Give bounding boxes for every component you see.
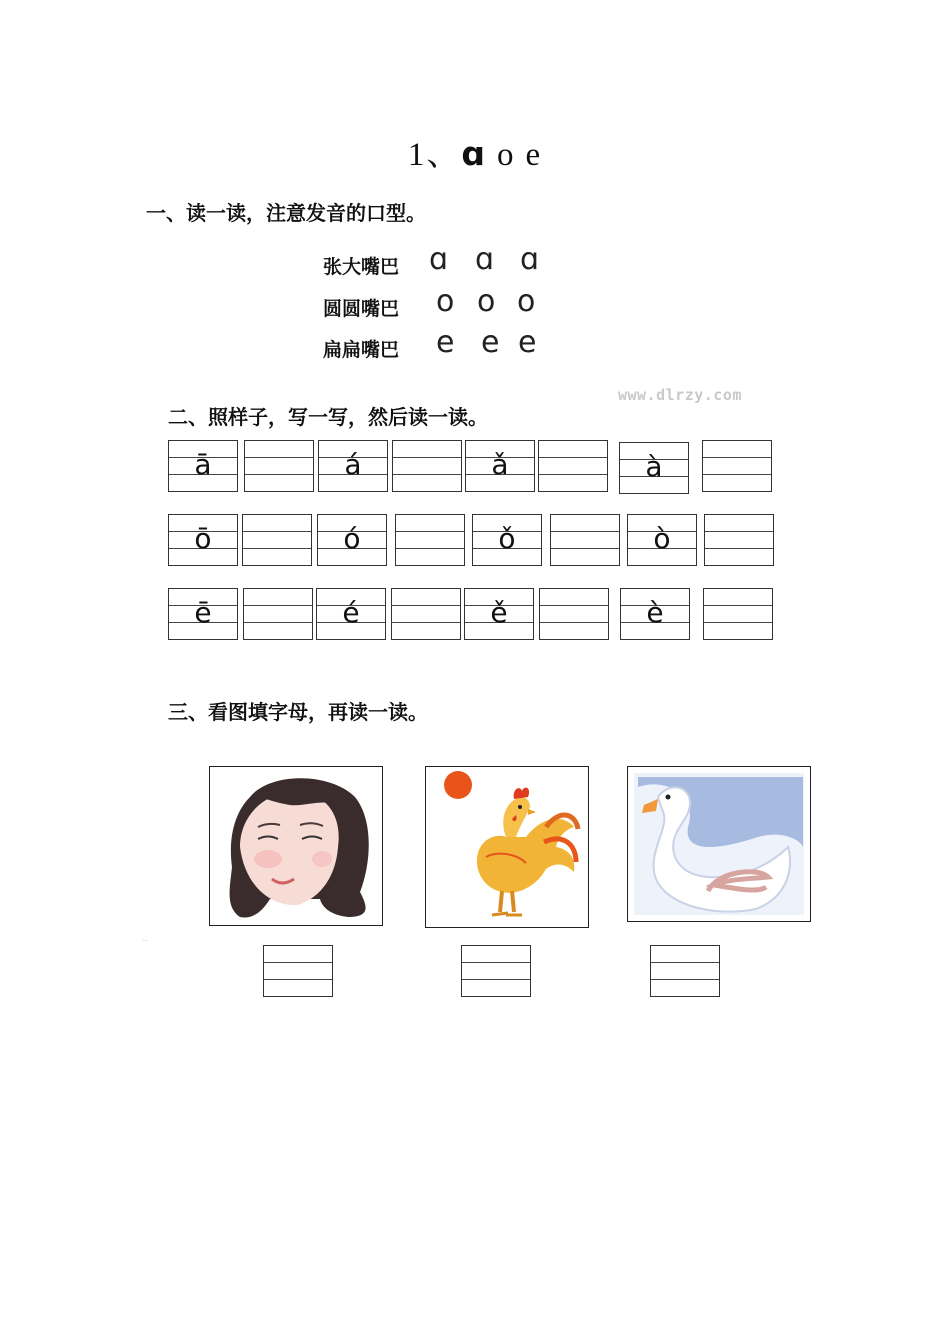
writing-cell[interactable] <box>242 514 312 566</box>
pinyin-glyph: ɑ <box>475 242 495 277</box>
writing-cell-sample <box>316 588 386 640</box>
answer-cell-goose[interactable] <box>650 945 720 997</box>
answer-cell-girl[interactable] <box>263 945 333 997</box>
writing-cell-sample <box>619 442 689 494</box>
writing-cell[interactable] <box>703 588 773 640</box>
sample-letter: è <box>646 596 664 629</box>
writing-cell[interactable] <box>538 440 608 492</box>
section-3-heading: 三、看图填字母，再读一读。 <box>168 700 428 724</box>
title-letter-e: e <box>525 137 543 173</box>
sample-letter: ǎ <box>491 448 509 481</box>
writing-cell[interactable] <box>704 514 774 566</box>
writing-cell-sample <box>464 588 534 640</box>
writing-cell[interactable] <box>702 440 772 492</box>
picture-frame-goose <box>627 766 811 922</box>
pinyin-glyph: ɑ <box>429 242 449 277</box>
watermark: www.dlrzy.com <box>618 386 742 404</box>
picture-frame-rooster <box>425 766 589 928</box>
writing-cell-sample <box>465 440 535 492</box>
pinyin-glyph: e <box>436 325 455 360</box>
rooster-icon <box>426 767 588 927</box>
read-row-label: 圆圆嘴巴 <box>323 298 400 320</box>
sample-letter: ē <box>194 596 212 629</box>
writing-cell-sample <box>472 514 542 566</box>
sample-letter: ě <box>490 596 508 629</box>
writing-cell[interactable] <box>243 588 313 640</box>
sample-letter: ó <box>343 522 361 555</box>
pinyin-glyph: o <box>436 284 455 319</box>
writing-cell[interactable] <box>539 588 609 640</box>
pinyin-glyph: ɑ <box>520 242 540 277</box>
sample-letter: ā <box>194 448 212 481</box>
pinyin-glyph: o <box>517 284 536 319</box>
writing-cell[interactable] <box>392 440 462 492</box>
writing-cell[interactable] <box>550 514 620 566</box>
picture-frame-girl <box>209 766 383 926</box>
writing-cell[interactable] <box>395 514 465 566</box>
sample-letter: ō <box>194 522 212 555</box>
sample-letter: ò <box>653 522 671 555</box>
section-1-heading: 一、读一读，注意发音的口型。 <box>146 201 426 225</box>
writing-cell-sample <box>318 440 388 492</box>
scan-mark: ····· <box>142 938 149 943</box>
sample-letter: ǒ <box>498 522 516 555</box>
girl-face-icon <box>210 767 382 925</box>
title-letter-a: ɑ <box>461 134 487 173</box>
writing-cell-sample <box>168 588 238 640</box>
goose-icon <box>628 767 810 921</box>
writing-cell-sample <box>317 514 387 566</box>
pinyin-glyph: e <box>518 325 537 360</box>
title-letter-o: o <box>496 137 516 173</box>
title-number: 1、 <box>407 137 462 173</box>
answer-cell-rooster[interactable] <box>461 945 531 997</box>
sample-letter: á <box>344 448 362 481</box>
pinyin-glyph: e <box>481 325 500 360</box>
writing-cell-sample <box>627 514 697 566</box>
writing-cell[interactable] <box>391 588 461 640</box>
pinyin-glyph: o <box>477 284 496 319</box>
writing-cell-sample <box>168 514 238 566</box>
writing-cell-sample <box>620 588 690 640</box>
section-2-heading: 二、照样子，写一写，然后读一读。 <box>168 405 488 429</box>
read-row-label: 扁扁嘴巴 <box>323 339 400 361</box>
writing-cell[interactable] <box>244 440 314 492</box>
sample-letter: à <box>645 450 663 483</box>
page-title <box>0 128 950 175</box>
read-row-label: 张大嘴巴 <box>323 256 400 278</box>
sample-letter: é <box>342 596 360 629</box>
writing-cell-sample <box>168 440 238 492</box>
